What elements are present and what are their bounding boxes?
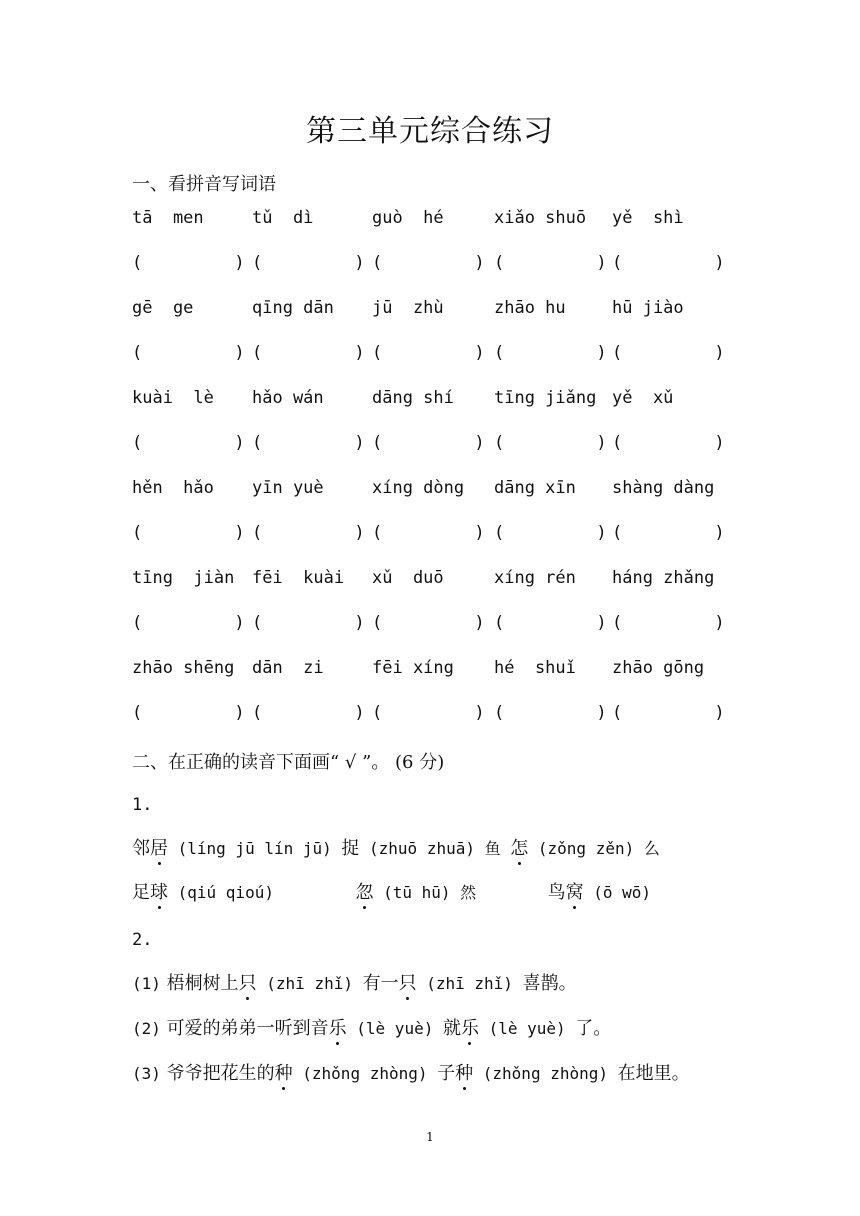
- answer-blank[interactable]: ( ): [252, 613, 365, 633]
- q2-b-py: (tū hū) 然: [373, 883, 477, 902]
- pinyin-row: [0, 388, 860, 416]
- pinyin-prompt: jū zhù: [372, 298, 444, 318]
- answer-blank[interactable]: ( ): [494, 523, 607, 543]
- pinyin-prompt: hū jiào: [612, 298, 684, 318]
- sentence-text: 可爱的弟弟一听到音: [166, 1018, 329, 1039]
- q1-a-pre: 邻: [132, 838, 150, 859]
- answer-blank[interactable]: ( ): [252, 703, 365, 723]
- pinyin-prompt: yīn yuè: [252, 478, 324, 498]
- sentence-text: 子: [437, 1063, 456, 1084]
- q2-c-py: (ō wō): [583, 883, 652, 902]
- pinyin-prompt: zhāo hu: [494, 298, 566, 318]
- answer-blank[interactable]: ( ): [372, 613, 485, 633]
- answer-blank[interactable]: ( ): [612, 613, 725, 633]
- q1-b-pre: 捉: [341, 838, 360, 859]
- pinyin-prompt: guò hé: [372, 208, 444, 228]
- pinyin-prompt: shàng dàng: [612, 478, 715, 498]
- answer-blank[interactable]: ( ): [612, 253, 725, 273]
- answer-blank[interactable]: ( ): [612, 523, 725, 543]
- answer-blank[interactable]: ( ): [612, 343, 725, 363]
- answer-row: [0, 703, 860, 731]
- answer-blank[interactable]: ( ): [494, 613, 607, 633]
- pinyin-prompt: fēi xíng: [372, 658, 454, 678]
- pinyin-prompt: tǔ dì: [252, 208, 314, 228]
- sentence-item: [132, 969, 577, 995]
- q2-b-dot: 忽: [355, 878, 373, 904]
- pinyin-prompt: tā men: [132, 208, 204, 228]
- sentence-text: 爷爷把花生的: [166, 1063, 275, 1084]
- q2-a-pre: 足: [132, 882, 150, 903]
- q1-a-py: (líng jū lín jū): [168, 839, 342, 858]
- sentence-text: 有一: [362, 973, 399, 994]
- answer-blank[interactable]: ( ): [252, 433, 365, 453]
- answer-blank[interactable]: ( ): [372, 343, 485, 363]
- sentence-item: [132, 1059, 690, 1085]
- answer-row: [0, 343, 860, 371]
- answer-blank[interactable]: ( ): [372, 433, 485, 453]
- answer-row: [0, 433, 860, 461]
- pinyin-prompt: xǔ duō: [372, 568, 444, 588]
- pinyin-prompt: fēi kuài: [252, 568, 345, 588]
- pinyin-choice: (zhǒng zhòng): [473, 1064, 618, 1083]
- pinyin-row: [0, 478, 860, 506]
- answer-row: [0, 253, 860, 281]
- pinyin-prompt: zhāo gōng: [612, 658, 705, 678]
- dotted-char: 只: [239, 969, 257, 995]
- sentence-number: (2): [132, 1019, 161, 1038]
- answer-blank[interactable]: ( ): [372, 523, 485, 543]
- pinyin-prompt: xíng rén: [494, 568, 576, 588]
- pinyin-prompt: xíng dòng: [372, 478, 465, 498]
- page-title: 第三单元综合练习: [306, 114, 554, 149]
- pinyin-choice: (zhī zhǐ): [256, 974, 363, 993]
- pinyin-prompt: zhāo shēng: [132, 658, 235, 678]
- pronunciation-line-2: [132, 878, 651, 904]
- pinyin-choice: (zhī zhǐ): [416, 974, 523, 993]
- pinyin-prompt: dāng xīn: [494, 478, 576, 498]
- q2-c-dot: 窝: [566, 878, 584, 904]
- dotted-char: 乐: [461, 1014, 479, 1040]
- answer-blank[interactable]: ( ): [494, 343, 607, 363]
- part-1-label: 1.: [132, 795, 153, 815]
- pinyin-prompt: hé shuǐ: [494, 658, 576, 678]
- answer-blank[interactable]: ( ): [252, 523, 365, 543]
- dotted-char: 种: [455, 1059, 473, 1085]
- pinyin-row: [0, 298, 860, 326]
- answer-blank[interactable]: ( ): [252, 343, 365, 363]
- pronunciation-line-1: [132, 834, 660, 860]
- answer-blank[interactable]: ( ): [132, 523, 245, 543]
- pinyin-row: [0, 208, 860, 236]
- answer-blank[interactable]: ( ): [132, 703, 245, 723]
- answer-blank[interactable]: ( ): [132, 253, 245, 273]
- sentence-text: 梧桐树上: [166, 973, 239, 994]
- sentence-text: 了。: [575, 1018, 612, 1039]
- pinyin-prompt: yě xǔ: [612, 388, 674, 408]
- pinyin-row: [0, 568, 860, 596]
- answer-blank[interactable]: ( ): [372, 253, 485, 273]
- pinyin-prompt: tīng jiǎng: [494, 388, 597, 408]
- answer-row: [0, 523, 860, 551]
- q2-c-pre: 鸟: [547, 882, 566, 903]
- dotted-char: 乐: [329, 1014, 347, 1040]
- answer-blank[interactable]: ( ): [372, 703, 485, 723]
- pinyin-prompt: gē ge: [132, 298, 194, 318]
- section-heading-2: 二、在正确的读音下面画“ √ ”。 (6 分): [132, 752, 445, 773]
- pinyin-prompt: dān zi: [252, 658, 324, 678]
- q1-a-dot: 居: [150, 834, 168, 860]
- answer-blank[interactable]: ( ): [132, 343, 245, 363]
- answer-blank[interactable]: ( ): [132, 613, 245, 633]
- answer-blank[interactable]: ( ): [612, 703, 725, 723]
- sentence-item: [132, 1014, 611, 1040]
- pinyin-prompt: qīng dān: [252, 298, 334, 318]
- answer-blank[interactable]: ( ): [494, 433, 607, 453]
- pinyin-row: [0, 658, 860, 686]
- pinyin-choice: (lè yuè): [346, 1019, 443, 1038]
- part-2-label: 2.: [132, 930, 153, 950]
- pinyin-prompt: hǎo wán: [252, 388, 324, 408]
- sentence-text: 在地里。: [617, 1063, 690, 1084]
- q1-b-py: (zhuō zhuā) 鱼: [359, 839, 511, 858]
- pinyin-prompt: hěn hǎo: [132, 478, 214, 498]
- pinyin-choice: (zhǒng zhòng): [292, 1064, 438, 1083]
- dotted-char: 只: [399, 969, 417, 995]
- answer-row: [0, 613, 860, 641]
- q2-a-py: (qiú qioú): [168, 883, 274, 902]
- pinyin-prompt: háng zhǎng: [612, 568, 715, 588]
- q1-c-py: (zǒng zěn) 么: [528, 839, 660, 858]
- answer-blank[interactable]: ( ): [494, 253, 607, 273]
- answer-blank[interactable]: ( ): [252, 253, 365, 273]
- sentence-number: (1): [132, 974, 161, 993]
- pinyin-prompt: tīng jiàn: [132, 568, 235, 588]
- sentence-text: 就: [442, 1018, 461, 1039]
- sentence-text: 喜鹊。: [522, 973, 577, 994]
- page-number: 1: [426, 1130, 434, 1144]
- pinyin-prompt: yě shì: [612, 208, 684, 228]
- q1-c-dot: 怎: [510, 834, 528, 860]
- answer-blank[interactable]: ( ): [132, 433, 245, 453]
- section-heading-1: 一、看拼音写词语: [132, 174, 276, 195]
- sentence-number: (3): [132, 1064, 161, 1083]
- pinyin-prompt: xiǎo shuō: [494, 208, 587, 228]
- q2-a-dot: 球: [150, 878, 168, 904]
- pinyin-prompt: kuài lè: [132, 388, 214, 408]
- pinyin-choice: (lè yuè): [478, 1019, 576, 1038]
- dotted-char: 种: [275, 1059, 293, 1085]
- pinyin-prompt: dāng shí: [372, 388, 454, 408]
- answer-blank[interactable]: ( ): [612, 433, 725, 453]
- answer-blank[interactable]: ( ): [494, 703, 607, 723]
